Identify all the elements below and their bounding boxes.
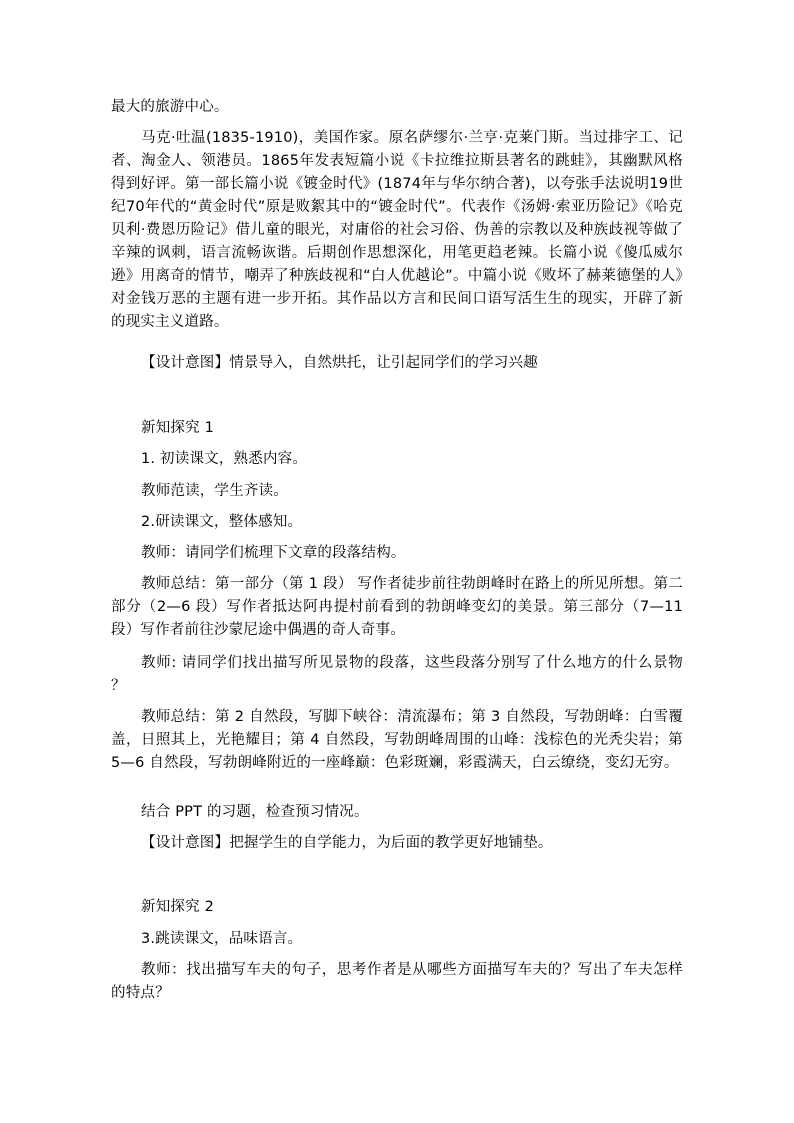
paragraph-design-intent-2: 【设计意图】把握学生的自学能力，为后面的教学更好地铺垫。 bbox=[141, 835, 553, 851]
section-heading-explore-2: 新知探究 2 bbox=[141, 899, 215, 915]
paragraph-ppt-exercise: 结合 PPT 的习题，检查预习情况。 bbox=[141, 804, 369, 820]
paragraph-teacher-summary-1: 教师总结：第一部分（第 1 段） 写作者徒步前往勃朗峰时在路上的所见所想。第二部分（2—6 段）写作者抵达阿冉提村前看到的勃朗峰变幻的美景。第三部分（7—11 段）写作者前往沙蒙尼途中偶遇的奇人奇事。 bbox=[111, 576, 683, 638]
paragraph-teacher-ask-2: 教师: 请同学们找出描写所见景物的段落，这些段落分别写了什么地方的什么景物 ？ bbox=[111, 655, 683, 694]
paragraph-teacher-read: 教师范读，学生齐读。 bbox=[141, 483, 288, 499]
paragraph-mark-twain-bio: 马克·吐温(1835-1910)，美国作家。原名萨缪尔·兰亨·克莱门斯。当过排字工、记者、淘金人、领港员。1865年发表短篇小说《卡拉维拉斯县著名的跳蛙》，其幽默风格得到好评。第一部长篇小说《镀金时代》(1874年与华尔纳合著)，以夸张手法说明19世纪70年代的“黄金时代”原是败絮其中的“镀金时代”。代表作《汤姆·索亚历险记》《哈克贝利·费恩历险记》借儿童的眼光，对庸俗的社会习俗、伪善的宗教以及种族歧视等做了辛辣的讽刺，语言流畅诙谐。后期创作思想深化，用笔更趋老辣。长篇小说《傻瓜威尔逊》用离奇的情节，嘲弄了种族歧视和“白人优越论”。中篇小说《败坏了赫莱德堡的人》对金钱万恶的主题有进一步开拓。其作品以方言和民间口语写活生生的现实，开辟了新的现实主义道路。 bbox=[111, 130, 683, 330]
paragraph-teacher-ask-3: 教师：找出描写车夫的句子，思考作者是从哪些方面描写车夫的？写出了车夫怎样的特点？ bbox=[111, 962, 683, 1001]
section-heading-explore-1: 新知探究 1 bbox=[141, 420, 215, 436]
paragraph-teacher-summary-2: 教师总结：第 2 自然段，写脚下峡谷：清流瀑布；第 3 自然段，写勃朗峰：白雪覆盖，日照其上，光艳耀目；第 4 自然段，写勃朗峰周围的山峰：浅棕色的光秃尖岩；第 5—6 自然段，写勃朗峰附近的一座峰巅：色彩斑斓，彩霞满天，白云缭绕，变幻无穷。 bbox=[111, 709, 683, 771]
paragraph-step-1: 1. 初读课文，熟悉内容。 bbox=[141, 451, 308, 467]
paragraph-step-3: 3.跳读课文，品味语言。 bbox=[141, 931, 303, 947]
paragraph-continuation: 最大的旅游中心。 bbox=[111, 99, 229, 115]
paragraph-teacher-ask-1: 教师：请同学们梳理下文章的段落结构。 bbox=[141, 545, 406, 561]
paragraph-step-2: 2.研读课文，整体感知。 bbox=[141, 514, 303, 530]
paragraph-design-intent-1: 【设计意图】情景导入，自然烘托，让引起同学们的学习兴趣 bbox=[141, 355, 538, 371]
